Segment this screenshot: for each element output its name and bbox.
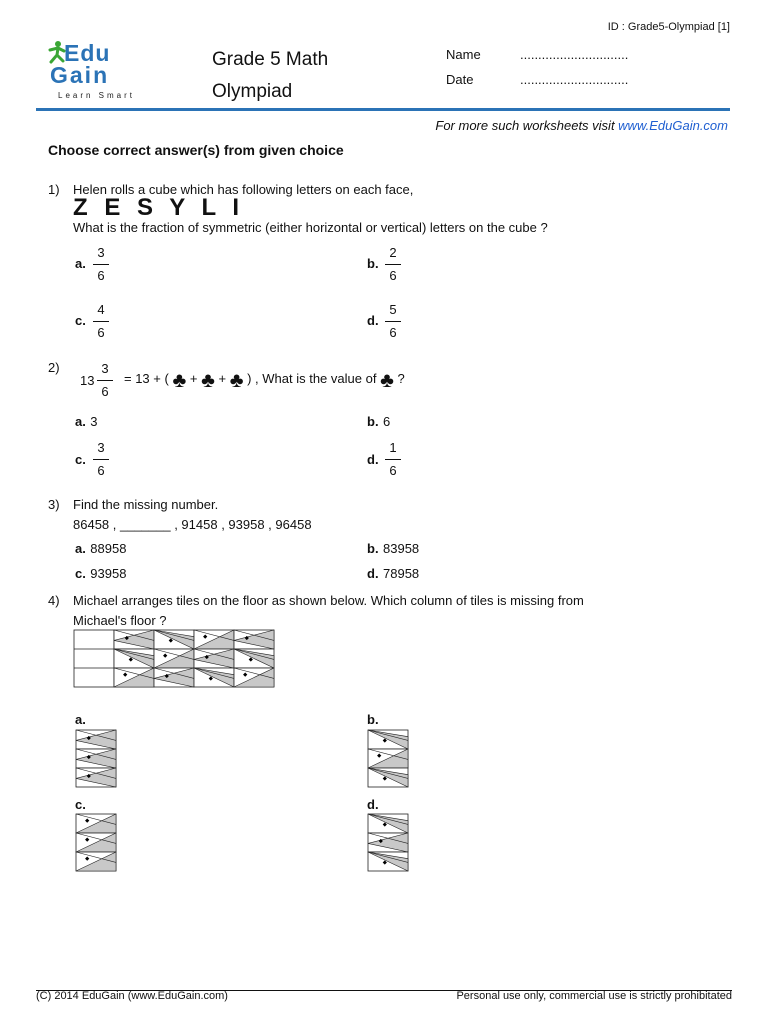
option-label: a. bbox=[75, 541, 86, 556]
tile bbox=[76, 852, 116, 871]
tile bbox=[234, 649, 274, 668]
logo-text-edu: Edu bbox=[64, 40, 111, 66]
tile bbox=[76, 749, 116, 768]
q1-letters: Z E S Y L I bbox=[73, 194, 245, 221]
q1-option-a-fraction[interactable] bbox=[93, 245, 109, 284]
tile bbox=[194, 649, 234, 668]
tile bbox=[368, 749, 408, 768]
q4-option-a-label[interactable]: a. bbox=[75, 712, 86, 727]
numerator: 5 bbox=[389, 302, 397, 317]
q2-option-c-label[interactable]: c. bbox=[75, 452, 86, 467]
footer-notice: Personal use only, commercial use is strictly prohibitated bbox=[456, 990, 732, 1002]
q2-option-d-label[interactable]: d. bbox=[367, 452, 379, 467]
logo-tagline: Learn Smart bbox=[58, 91, 136, 100]
date-blank[interactable]: .............................. bbox=[520, 72, 629, 87]
numerator: 2 bbox=[389, 245, 397, 260]
option-value: 83958 bbox=[383, 541, 420, 556]
q4-option-d-label[interactable]: d. bbox=[367, 797, 379, 812]
tile bbox=[114, 630, 154, 649]
tile bbox=[76, 768, 116, 787]
logo-text-gain: Gain bbox=[50, 62, 110, 88]
club-icon: ♣ bbox=[172, 369, 187, 392]
tile bbox=[368, 768, 408, 787]
tile bbox=[76, 833, 116, 852]
numerator: 3 bbox=[97, 245, 105, 260]
denominator: 6 bbox=[97, 325, 105, 340]
q3-sequence: 86458 , _______ , 91458 , 93958 , 96458 bbox=[73, 517, 312, 532]
q2-option-d-fraction[interactable] bbox=[385, 440, 401, 479]
option-value: 3 bbox=[90, 414, 98, 429]
tile bbox=[368, 833, 408, 852]
denominator: 6 bbox=[389, 268, 397, 283]
fraction-bar bbox=[385, 264, 401, 265]
option-label: c. bbox=[75, 566, 86, 581]
q3-number: 3) bbox=[48, 497, 60, 512]
edugain-link[interactable]: www.EduGain.com bbox=[618, 118, 728, 133]
tile bbox=[154, 649, 194, 668]
tile bbox=[76, 814, 116, 833]
option-value: 93958 bbox=[90, 566, 127, 581]
q2-option-c-fraction[interactable] bbox=[93, 440, 109, 479]
page-title-line2: Olympiad bbox=[212, 81, 293, 102]
date-label: Date bbox=[446, 72, 474, 87]
q2-equation bbox=[124, 371, 405, 391]
fraction-bar bbox=[93, 459, 109, 460]
q1-option-a-label[interactable]: a. bbox=[75, 256, 86, 271]
option-value: 88958 bbox=[90, 541, 127, 556]
q1-option-c-label[interactable]: c. bbox=[75, 313, 86, 328]
name-blank[interactable]: .............................. bbox=[520, 47, 629, 62]
edugain-logo bbox=[46, 40, 156, 104]
fraction-bar bbox=[385, 321, 401, 322]
tile bbox=[368, 730, 408, 749]
tile bbox=[368, 814, 408, 833]
fraction-bar bbox=[385, 459, 401, 460]
more-worksheets-line bbox=[435, 118, 728, 133]
denominator: 6 bbox=[389, 463, 397, 478]
q2-eq-end: ) , What is the value of bbox=[247, 371, 377, 386]
q1-number: 1) bbox=[48, 182, 60, 197]
option-label: d. bbox=[367, 566, 379, 581]
q3-option-b[interactable] bbox=[367, 540, 419, 558]
denominator: 6 bbox=[101, 384, 109, 399]
missing-column bbox=[74, 630, 114, 687]
q4-option-c-label[interactable]: c. bbox=[75, 797, 86, 812]
q4-option-a-tiles[interactable] bbox=[76, 730, 118, 788]
q1-option-b-fraction[interactable] bbox=[385, 245, 401, 284]
option-value: 78958 bbox=[383, 566, 420, 581]
q4-option-d-tiles[interactable] bbox=[368, 814, 410, 872]
q4-tile-floor bbox=[74, 630, 278, 688]
tile bbox=[368, 852, 408, 871]
plus-sign: + bbox=[189, 371, 198, 386]
numerator: 4 bbox=[97, 302, 105, 317]
q2-option-b[interactable] bbox=[367, 413, 390, 431]
numerator: 1 bbox=[389, 440, 397, 455]
q4-number: 4) bbox=[48, 593, 60, 608]
q1-option-b-label[interactable]: b. bbox=[367, 256, 379, 271]
q2-eq-start: = 13 + ( bbox=[124, 371, 169, 386]
club-icon: ♣ bbox=[229, 369, 244, 392]
footer-copyright: (C) 2014 EduGain (www.EduGain.com) bbox=[36, 990, 228, 1002]
option-label: b. bbox=[367, 414, 379, 429]
tile bbox=[194, 630, 234, 649]
q4-option-b-label[interactable]: b. bbox=[367, 712, 379, 727]
fraction-bar bbox=[93, 264, 109, 265]
q2-option-a[interactable] bbox=[75, 413, 98, 431]
q3-option-a[interactable] bbox=[75, 540, 126, 558]
q3-option-c[interactable] bbox=[75, 565, 126, 583]
more-text: For more such worksheets visit bbox=[435, 118, 619, 133]
numerator: 3 bbox=[97, 440, 105, 455]
tile bbox=[114, 668, 154, 687]
option-label: b. bbox=[367, 541, 379, 556]
tile bbox=[234, 630, 274, 649]
tile bbox=[114, 649, 154, 668]
q2-whole: 13 bbox=[80, 373, 95, 388]
plus-sign: + bbox=[218, 371, 227, 386]
q1-option-d-label[interactable]: d. bbox=[367, 313, 379, 328]
instructions: Choose correct answer(s) from given choice bbox=[48, 142, 344, 158]
q1-option-c-fraction[interactable] bbox=[93, 302, 109, 341]
fraction-bar bbox=[93, 321, 109, 322]
club-icon: ♣ bbox=[201, 369, 215, 392]
tile bbox=[76, 730, 116, 749]
q4-option-c-tiles[interactable] bbox=[76, 814, 118, 872]
q4-option-b-tiles[interactable] bbox=[368, 730, 410, 788]
q3-option-d[interactable] bbox=[367, 565, 419, 583]
name-label: Name bbox=[446, 47, 481, 62]
q4-line1: Michael arranges tiles on the floor as shown below. Which column of tiles is missing from bbox=[73, 593, 584, 608]
numerator: 3 bbox=[101, 361, 109, 376]
tile bbox=[234, 668, 274, 687]
tile bbox=[154, 668, 194, 687]
q3-text: Find the missing number. bbox=[73, 497, 219, 512]
q4-line2: Michael's floor ? bbox=[73, 613, 167, 628]
tile bbox=[194, 668, 234, 687]
q2-number: 2) bbox=[48, 360, 60, 375]
worksheet-id: ID : Grade5-Olympiad [1] bbox=[607, 21, 730, 33]
q1-option-d-fraction[interactable] bbox=[385, 302, 401, 341]
header-rule bbox=[36, 108, 730, 111]
club-icon: ♣ bbox=[380, 369, 394, 392]
q1-question: What is the fraction of symmetric (either horizontal or vertical) letters on the cube ? bbox=[73, 220, 548, 235]
tile bbox=[154, 630, 194, 649]
page-title-line1: Grade 5 Math bbox=[212, 49, 329, 70]
q2-mixed-fraction bbox=[97, 361, 113, 400]
denominator: 6 bbox=[97, 268, 105, 283]
option-value: 6 bbox=[383, 414, 391, 429]
denominator: 6 bbox=[389, 325, 397, 340]
q2-question-mark: ? bbox=[397, 371, 405, 386]
denominator: 6 bbox=[97, 463, 105, 478]
fraction-bar bbox=[97, 380, 113, 381]
option-label: a. bbox=[75, 414, 86, 429]
q1-text: Helen rolls a cube which has following letters on each face, bbox=[73, 182, 414, 197]
